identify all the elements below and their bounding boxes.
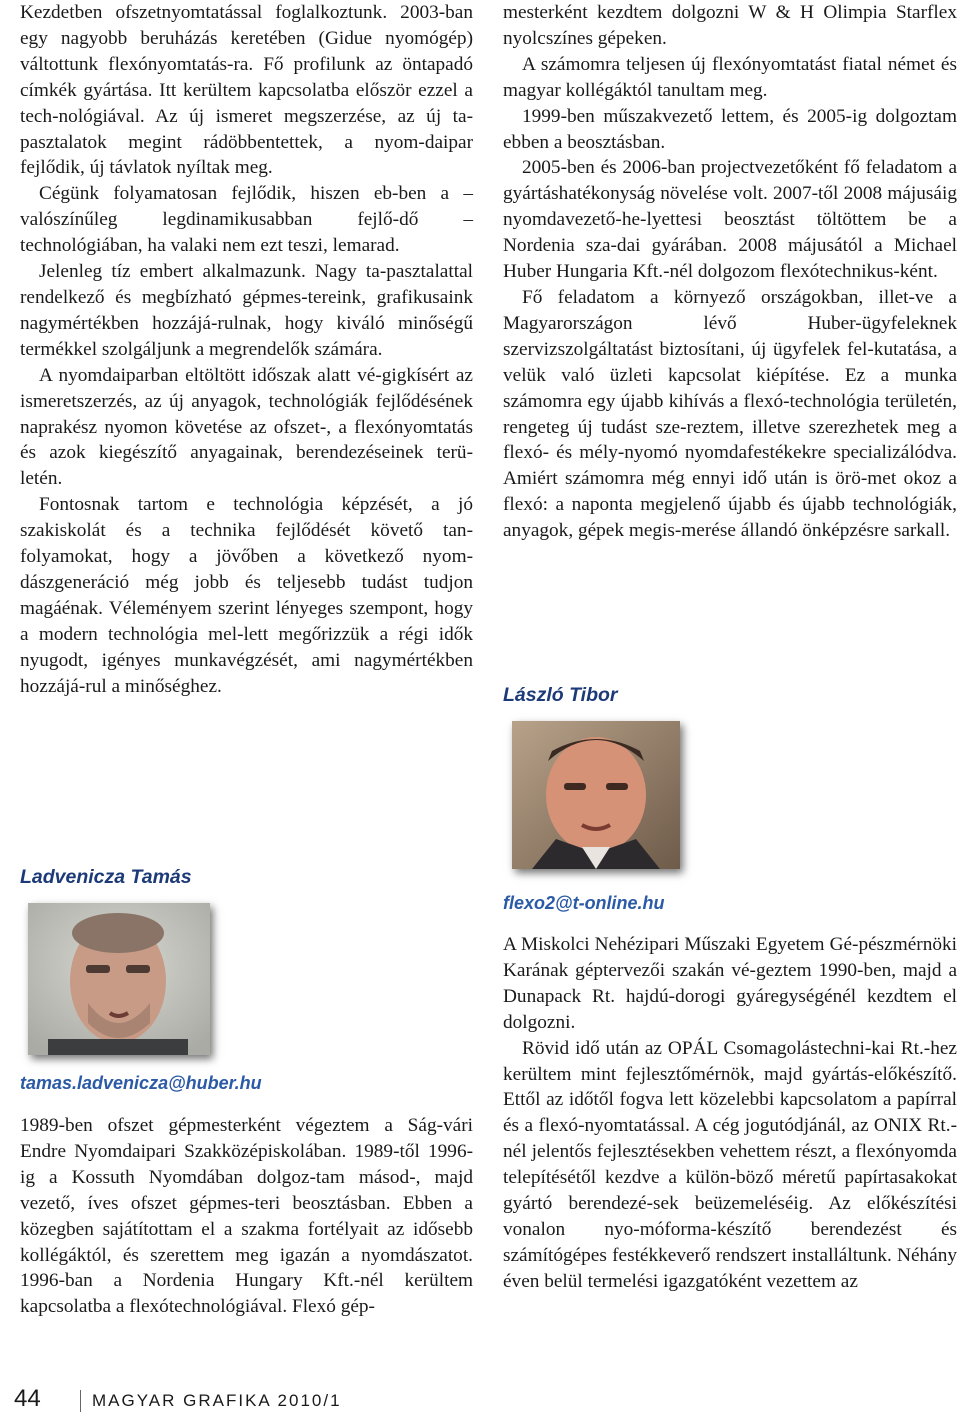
paragraph: mesterként kezdtem dolgozni W & H Olimpia Starflex nyolcszínes gépeken. bbox=[503, 2, 957, 49]
right-column-top bbox=[503, 0, 957, 544]
page-number: 44 bbox=[14, 1385, 41, 1412]
author-name-left: Ladvenicza Tamás bbox=[20, 866, 192, 888]
right-column-bottom bbox=[503, 932, 957, 1295]
portrait-photo-left-image bbox=[28, 903, 210, 1055]
paragraph: Fontosnak tartom e technológia képzését, a jó szakiskolát és a technika fejlődését követő tan-folyamokat, hogy a jövőben a következő nyom-dászgeneráció még jobb és teljesebb tudást tudjon magáénak. Véleményem szerint lényeges szempont, hogy a modern technológia mel-lett megőrizzük a régi idők nyugodt, igényes munkavégzését, ami nagymértékben hozzájá-rul a minőséghez. bbox=[20, 494, 473, 697]
author-email-left[interactable]: tamas.ladvenicza@huber.hu bbox=[20, 1073, 262, 1093]
portrait-photo-right bbox=[512, 721, 680, 869]
paragraph: A Miskolci Nehézipari Műszaki Egyetem Gé-pészmérnöki Karának géptervezői szakán vé-geztem 1990-ben, majd a Dunapack Rt. hajdú-dorogi gyáregységénél kezdtem el dolgozni. bbox=[503, 934, 957, 1033]
paragraph: Rövid idő után az OPÁL Csomagolástechni-kai Rt.-hez kerültem mint fejlesztőmérnök, majd gyártás-előkészítő. Ettől az időtől fogva lett közelebbi kapcsolatom a papírral és a flexó-nyomtatással. A cég jogutódjánál, az ONIX Rt.-nél jelentős fejlesztésekben vehettem részt, a flexónyomda telepítésétől kezdve a külön-böző méretű papírtasakokat gyártó berendezé-sek beüzemeléséig. Az előkészítési vonalon nyo-móforma-készítő berendezést és számítógépes festékkeverő rendszert installáltunk. Néhány éven belül termelési igazgatóként vezettem az bbox=[503, 1037, 957, 1292]
paragraph: Fő feladatom a környező országokban, illet-ve a Magyarországon lévő Huber-ügyfeleknek szervizszolgáltatást biztosítani, új ügyfelek fel-kutatása, a velük való üzleti kapcsolat kiépítése. Ez a munka számomra egy újabb kihívás a flexó-technológia területén, rengeteg új tudást sze-reztem, illetve szerezhetek meg a flexó- és mély-nyomó nyomdafestékekre specializálódva. Amiért számomra még ennyi idő után is örö-met okoz a flexó: a naponta megjelenő újabb és újabb technológiák, anyagok, gépek megis-merése állandó önképzésre sarkall. bbox=[503, 286, 957, 542]
left-column-top bbox=[20, 0, 473, 699]
paragraph: 1999-ben műszakvezető lettem, és 2005-ig dolgoztam ebben a beosztásban. bbox=[503, 105, 957, 153]
left-column-bottom bbox=[20, 1113, 473, 1320]
author-name-right: László Tibor bbox=[503, 684, 618, 706]
paragraph: 2005-ben és 2006-ban projectvezetőként fő feladatom a gyártáshatékonyság növelése volt. 2007-től 2008 májusáig nyomdavezető-he-lyettesi beosztást töltöttem be a Nordenia sza-dai gyárában. 2008 májusától a Michael Huber Hungaria Kft.-nél dolgozom flexótechnikus-ként. bbox=[503, 157, 957, 283]
paragraph: A számomra teljesen új flexónyomtatást fiatal német és magyar kollégáktól tanultam meg. bbox=[503, 53, 957, 101]
paragraph: Jelenleg tíz embert alkalmazunk. Nagy ta-pasztalattal rendelkező és megbízható gépmes-tereink, grafikusaink nagymértékben hozzájá-rulnak, hogy kiváló minőségű termékkel szolgáljunk a megrendelők számára. bbox=[20, 261, 473, 360]
paragraph: Cégünk folyamatosan fejlődik, hiszen eb-ben a – valószínűleg legdinamikusabban fejlő-dő – technológiában, ha valaki nem ezt teszi, lemarad. bbox=[20, 183, 473, 257]
paragraph: Kezdetben ofszetnyomtatással foglalkoztunk. 2003-ban egy nagyobb beruházás keretében (Gidue nyomógép) váltottunk flexónyomtatás-ra. Fő profilunk az öntapadó címkék gyártása. Itt kerültem kapcsolatba először ezzel a tech-nológiával. Az új ismeret megszerzése, az új ta-pasztalatok megint rádöbbentettek, a nyom-daipar fejlődik, új távlatok nyíltak meg. bbox=[20, 2, 473, 179]
paragraph: 1989-ben ofszet gépmesterként végeztem a Ság-vári Endre Nyomdaipari Szakközépiskolában. 1989-től 1996-ig a Kossuth Nyomdában dolgoz-tam másod-, majd vezető, íves ofszet gépmes-teri beosztásban. Ebben a közegben sajátítottam el a szakma fortélyait az idősebb kollégáktól, és szerettem meg igazán a nyomdászatot. 1996-ban a Nordenia Hungary Kft.-nél kerültem kapcsolatba a flexótechnológiával. Flexó gép- bbox=[20, 1115, 473, 1318]
paragraph: A nyomdaiparban eltöltött időszak alatt vé-gigkísért az ismeretszerzés, az új anyagok, technológiák fejlődésének naprakész nyomon követése az ofszet-, a flexónyomtatás és azok kiegészítő anyagainak, berendezéseinek terü-letén. bbox=[20, 364, 473, 490]
author-email-right[interactable]: flexo2@t-online.hu bbox=[503, 893, 665, 913]
magazine-title: MAGYAR GRAFIKA 2010/1 bbox=[92, 1391, 342, 1410]
portrait-photo-left bbox=[28, 903, 210, 1055]
footer-divider bbox=[80, 1390, 81, 1412]
portrait-photo-right-image bbox=[512, 721, 680, 869]
